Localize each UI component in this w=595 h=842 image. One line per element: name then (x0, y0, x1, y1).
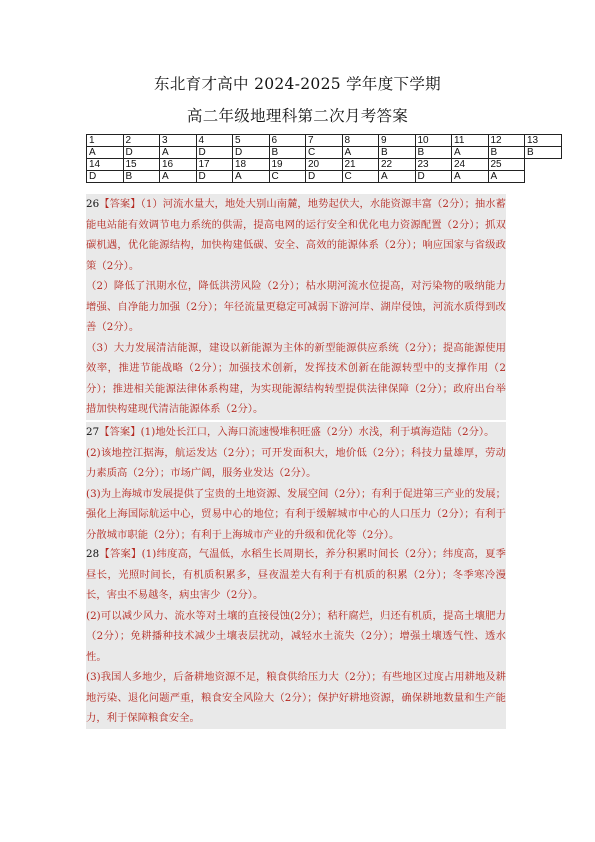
q28-paragraph-1: 28【答案】(1)纬度高，气温低，水稻生长周期长，养分积累时间长（2分）；纬度高，夏季昼长，光照时间长，有机质积累多，昼夜温差大有利于有机质的积累（2分）；冬季寒冷漫长，害虫不易越冬，病虫害少（2分）。 (86, 548, 506, 601)
answer-table-cell: 13 (525, 135, 562, 147)
question-26-block (86, 194, 506, 420)
q26-paragraph-2: （2）降低了汛期水位，降低洪涝风险（2分）；枯水期河流水位提高，对污染物的吸纳能力增强、自净能力加强（2分）；年径流量更稳定可减弱下游河岸、湖岸侵蚀，河流水质得到改善（2分）。 (86, 280, 506, 333)
answer-table-cell: B (415, 147, 452, 159)
q27-number: 27 (86, 426, 100, 438)
answer-table-cell: 7 (306, 135, 343, 147)
q27-paragraph-2: (2)该地控江据海，航运发达（2分）；可开发面积大，地价低（2分）；科技力量雄厚，劳动力素质高（2分）；市场广阔，服务业发达（2分）。 (86, 446, 506, 479)
answer-table-row (87, 171, 562, 183)
answer-table-cell: 3 (160, 135, 197, 147)
answer-table-cell: 16 (160, 159, 197, 171)
answer-table-cell: 15 (123, 159, 160, 171)
q26-paragraph-3: （3）大力发展清洁能源，建设以新能源为主体的新型能源供应系统（2分）；提高能源使用效率，推进节能战略（2分）；加强技术创新，发挥技术创新在能源转型中的支撑作用（2分）；推进相关能源法律体系构建，为实现能源结构转型提供法律保障（2分）；政府出台举措加快构建现代清洁能源体系（2分）。 (86, 341, 506, 415)
answer-table-cell: 25 (488, 159, 525, 171)
answer-table-row (87, 159, 562, 171)
answer-table-cell: D (87, 171, 124, 183)
answer-table-cell: D (196, 147, 233, 159)
answer-table-cell: D (306, 171, 343, 183)
answer-table-cell: A (379, 171, 416, 183)
answer-table-cell: 24 (452, 159, 489, 171)
answer-table-cell: 18 (233, 159, 270, 171)
answer-table-cell: C (269, 171, 306, 183)
q27-paragraph-3: (3)为上海城市发展提供了宝贵的土地资源、发展空间（2分）；有利于促进第三产业的发展；强化上海国际航运中心，贸易中心的地位；有利于缓解城市中心的人口压力（2分）；有利于分散城市职能（2分）；有利于上海城市产业的升级和优化等（2分）。 (86, 487, 506, 541)
answer-table-cell: D (233, 147, 270, 159)
answer-table-cell: 6 (269, 135, 306, 147)
answer-table-cell: A (452, 171, 489, 183)
answer-table-cell: 5 (233, 135, 270, 147)
answer-table-cell: 22 (379, 159, 416, 171)
q28-paragraph-2: (2)可以减少风力、流水等对土壤的直接侵蚀(2分）；秸秆腐烂，归还有机质，提高土壤肥力（2分）；免耕播种技术减少土壤表层扰动，减轻水土流失（2分）；增强土壤透气性、透水性。 (86, 609, 506, 663)
answer-table-cell (525, 159, 562, 171)
answer-table-cell: D (123, 147, 160, 159)
answer-table-cell: 12 (488, 135, 525, 147)
q28-number: 28 (86, 548, 100, 560)
answer-table-cell: 21 (342, 159, 379, 171)
answer-table-cell: A (87, 147, 124, 159)
answer-table-cell: B (525, 147, 562, 159)
answer-table-row (87, 135, 562, 147)
answer-table-cell: 9 (379, 135, 416, 147)
answer-table-cell: 14 (87, 159, 124, 171)
answer-table-cell: 11 (452, 135, 489, 147)
answer-table-cell: B (269, 147, 306, 159)
answer-table-cell: 19 (269, 159, 306, 171)
answer-table-cell (525, 171, 562, 183)
q28-paragraph-3: (3)我国人多地少，后备耕地资源不足，粮食供给压力大（2分）；有些地区过度占用耕地及耕地污染、退化问题严重，粮食安全风险大（2分）；保护好耕地资源，确保耕地数量和生产能力，利于保障粮食安全。 (86, 671, 506, 724)
answer-table-cell: 17 (196, 159, 233, 171)
answer-table-cell: C (306, 147, 343, 159)
answer-table (86, 134, 562, 183)
question-27-block (86, 422, 506, 545)
answer-table-cell: C (342, 171, 379, 183)
answer-table-cell: B (379, 147, 416, 159)
answer-table-cell: 2 (123, 135, 160, 147)
answer-table-cell: A (452, 147, 489, 159)
document-title: 东北育才高中 2024-2025 学年度下学期 (154, 75, 441, 93)
answer-table-cell: 1 (87, 135, 124, 147)
document-subtitle: 高二年级地理科第二次月考答案 (186, 107, 409, 125)
answer-table-cell: A (160, 147, 197, 159)
q27-paragraph-1: 27【答案】(1)地处长江口，入海口流速慢堆积旺盛（2分）水浅，利于填海造陆（2分）。 (86, 426, 495, 438)
answer-table-cell: B (123, 171, 160, 183)
answer-table-cell: 4 (196, 135, 233, 147)
answer-table-cell: 8 (342, 135, 379, 147)
answer-table-cell: A (342, 147, 379, 159)
q26-paragraph-1: 26【答案】（1）河流水量大，地处大别山南麓，地势起伏大，水能资源丰富（2分）；抽水蓄能电站能有效调节电力系统的供需，提高电网的运行安全和优化电力资源配置（2分）；抓双碳机遇，优化能源结构，加快构建低碳、安全、高效的能源体系（2分）；响应国家与省级政策（2分）。 (86, 198, 506, 272)
answer-table-row (87, 147, 562, 159)
q26-number: 26 (86, 198, 100, 210)
answer-table-cell: A (160, 171, 197, 183)
answer-table-cell: D (196, 171, 233, 183)
answer-table-cell: 20 (306, 159, 343, 171)
answer-table-cell: 23 (415, 159, 452, 171)
answer-table-cell: B (488, 147, 525, 159)
answer-table-cell: D (415, 171, 452, 183)
question-28-block (86, 544, 506, 729)
answer-table-cell: A (488, 171, 525, 183)
answer-table-cell: 10 (415, 135, 452, 147)
answer-table-cell: A (233, 171, 270, 183)
